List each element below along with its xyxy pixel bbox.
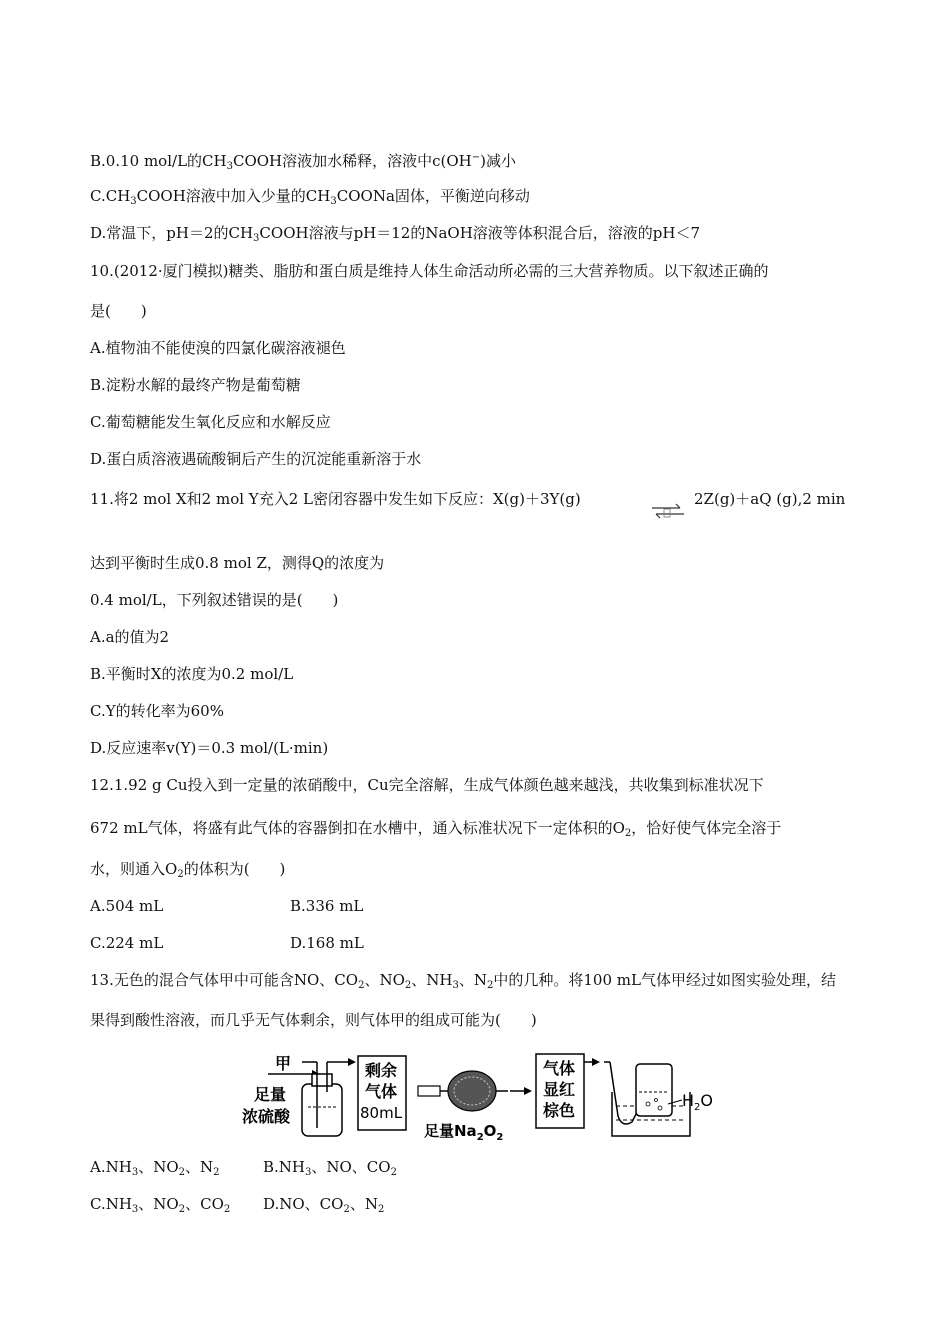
label-zuliang: 足量	[254, 1085, 287, 1104]
q11-option-a: A.a的值为2	[90, 628, 170, 646]
label-jia: 甲	[275, 1054, 292, 1073]
q13-option-d: D.NO、$CO_2$、$N_2$	[263, 1195, 385, 1215]
q10-option-c: C.葡萄糖能发生氧化反应和水解反应	[90, 413, 331, 431]
q12-option-b: B.336 mL	[290, 897, 364, 915]
q12-stem-line3: 水，则通入$O_2$的体积为( )	[90, 860, 286, 880]
wash-bottle	[302, 1062, 345, 1136]
label-nongliusuan: 浓硫酸	[242, 1107, 291, 1126]
q10-option-b: B.淀粉水解的最终产物是葡萄糖	[90, 376, 301, 394]
box2-line1: 气体	[543, 1059, 576, 1078]
q9-option-d: D.常温下，pH＝2的$CH_3COOH$溶液与pH＝12的NaOH溶液等体积混合后，溶液的pH＜7	[90, 224, 701, 244]
box1-line1: 剩余	[365, 1061, 398, 1080]
q10-stem-line1: 10.(2012·厦门模拟)糖类、脂肪和蛋白质是维持人体生命活动所必需的三大营养物质。以下叙述正确的	[90, 262, 769, 280]
q11-option-d: D.反应速率v(Y)＝0.3 mol/(L·min)	[90, 739, 329, 757]
drying-tube	[418, 1071, 508, 1111]
q12-option-c: C.224 mL	[90, 934, 164, 952]
q11-stem-right: 2Z(g)＋aQ (g),2 min	[694, 490, 846, 508]
q11-stem-left: 11.将2 mol X和2 mol Y充入2 L密闭容器中发生如下反应：X(g)＋3Y(g)	[90, 490, 581, 508]
box2-line2: 显红	[543, 1080, 576, 1099]
box2-line3: 棕色	[543, 1101, 576, 1120]
q10-option-a: A.植物油不能使溴的四氯化碳溶液褪色	[90, 339, 346, 357]
q9-option-c: $C.CH_3COOH$溶液中加入少量的$CH_3COONa$固体，平衡逆向移动	[90, 187, 530, 207]
q9-option-b: B.0.10 mol/L的$CH_3COOH$溶液加水稀释，溶液中c(OH−)减小	[90, 152, 517, 172]
label-h2o: $H_2O$	[682, 1091, 713, 1113]
reversible-arrow-icon	[650, 500, 686, 520]
q12-option-d: D.168 mL	[290, 934, 364, 952]
q11-stem-line2: 达到平衡时生成0.8 mol Z，测得Q的浓度为	[90, 554, 385, 572]
q12-stem-line1: 12.1.92 g Cu投入到一定量的浓硝酸中，Cu完全溶解，生成气体颜色越来越浅，共收集到标准状况下	[90, 776, 764, 794]
box1-line3: 80mL	[360, 1104, 403, 1122]
q12-option-a: A.504 mL	[90, 897, 164, 915]
q13-stem-line1: 13.无色的混合气体甲中可能含NO、$CO_2$、$NO_2$、$NH_3$、$N_2$中的几种。将100 mL气体甲经过如图实验处理，结	[90, 971, 836, 991]
box1-line2: 气体	[365, 1082, 398, 1101]
q11-option-b: B.平衡时X的浓度为0.2 mol/L	[90, 665, 294, 683]
q13-option-c: $C.NH_3$、$NO_2$、$CO_2$	[90, 1195, 231, 1215]
q13-stem-line2: 果得到酸性溶液，而几乎无气体剩余，则气体甲的组成可能为( )	[90, 1011, 537, 1029]
q10-stem-line2: 是( )	[90, 302, 147, 320]
label-na2o2: 足量$Na_2O_2$	[424, 1122, 504, 1143]
q13-option-b: $B.NH_3$、NO、$CO_2$	[263, 1158, 397, 1178]
q10-option-d: D.蛋白质溶液遇硫酸铜后产生的沉淀能重新溶于水	[90, 450, 422, 468]
water-trough	[604, 1062, 690, 1136]
q11-option-c: C.Y的转化率为60%	[90, 702, 224, 720]
experiment-diagram	[240, 1052, 740, 1144]
q12-stem-line2: 672 mL气体，将盛有此气体的容器倒扣在水槽中，通入标准状况下一定体积的$O_2$，恰好使气体完全溶于	[90, 819, 782, 839]
q13-option-a: $A.NH_3$、$NO_2$、$N_2$	[90, 1158, 220, 1178]
q11-stem-line3: 0.4 mol/L，下列叙述错误的是( )	[90, 591, 339, 609]
